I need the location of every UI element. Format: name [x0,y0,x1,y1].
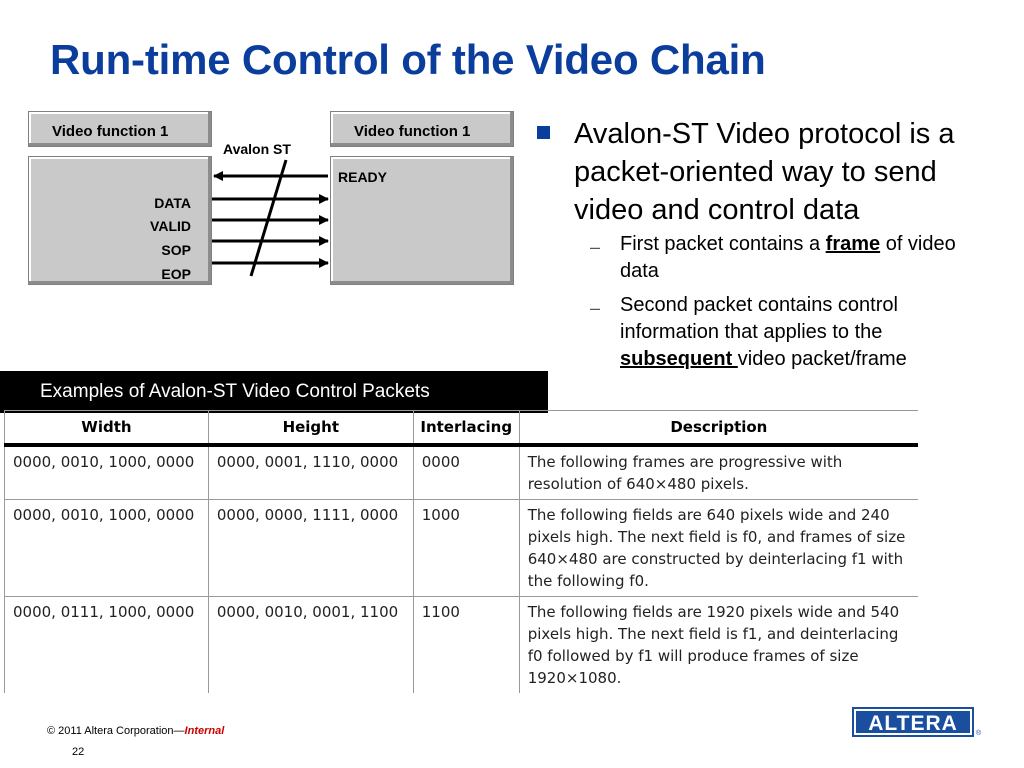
cell-description: The following frames are progressive with resolution of 640×480 pixels. [519,445,918,500]
sub-bullet-1-pre: First packet contains a [620,233,826,255]
cell-interlacing: 0000 [413,445,519,500]
cell-description: The following fields are 640 pixels wide and 240 pixels high. The next field is f0, and frames of size 640×480 are constructed by deinterlacing f1 with the following f0. [519,500,918,597]
footer-copyright [47,725,224,737]
cell-interlacing: 1000 [413,500,519,597]
signal-sop-label: SOP [161,242,191,258]
left-function-header-label: Video function 1 [52,123,169,140]
dash-icon: – [590,298,601,318]
sub-bullet-1-emphasis: frame [825,233,881,255]
svg-text:ALTERA: ALTERA [868,712,958,735]
right-function-header-label: Video function 1 [354,123,471,140]
signal-valid-label: VALID [150,218,191,234]
table-header-row [5,411,919,446]
ready-label: READY [338,169,388,185]
dash-icon: – [590,237,601,257]
table-caption: Examples of Avalon-ST Video Control Packets [40,381,430,402]
slide-title: Run-time Control of the Video Chain [50,36,766,83]
signal-data-label: DATA [154,195,191,211]
signal-eop-label: EOP [161,266,191,282]
table-row [5,597,919,694]
cell-description: The following fields are 1920 pixels wide and 540 pixels high. The next field is f1, and deinterlacing f0 followed by f1 will produce frames of size 1920×1080. [519,597,918,694]
cell-height: 0000, 0000, 1111, 0000 [208,500,413,597]
cell-width: 0000, 0010, 1000, 0000 [5,445,209,500]
cell-height: 0000, 0001, 1110, 0000 [208,445,413,500]
svg-text:®: ® [976,730,982,737]
bullet-square-icon [537,126,550,139]
header-height: Height [208,411,413,446]
footer-internal-label: Internal [184,725,225,737]
control-packets-table [4,410,918,693]
sub-bullet-1 [620,231,1000,285]
table-row [5,445,919,500]
footer-copyright-text: © 2011 Altera Corporation— [47,725,185,737]
avalon-st-label: Avalon ST [223,141,291,157]
cell-width: 0000, 0010, 1000, 0000 [5,500,209,597]
table-row [5,500,919,597]
altera-logo [852,705,986,739]
header-interlacing: Interlacing [413,411,519,446]
sub-bullet-1-post: of video data [620,233,956,282]
sub-bullet-2 [620,292,1000,373]
sub-bullet-2-post: video packet/frame [737,348,907,370]
main-bullet-text: Avalon-ST Video protocol is a packet-oriented way to send video and control data [574,118,955,226]
sub-bullet-2-emphasis: subsequent [620,348,738,370]
cell-width: 0000, 0111, 1000, 0000 [5,597,209,694]
header-width: Width [5,411,209,446]
sub-bullet-2-pre: Second packet contains control information that applies to the [620,294,898,343]
cell-interlacing: 1100 [413,597,519,694]
page-number: 22 [72,746,85,758]
header-description: Description [519,411,918,446]
cell-height: 0000, 0010, 0001, 1100 [208,597,413,694]
table-caption-bar [0,371,548,413]
